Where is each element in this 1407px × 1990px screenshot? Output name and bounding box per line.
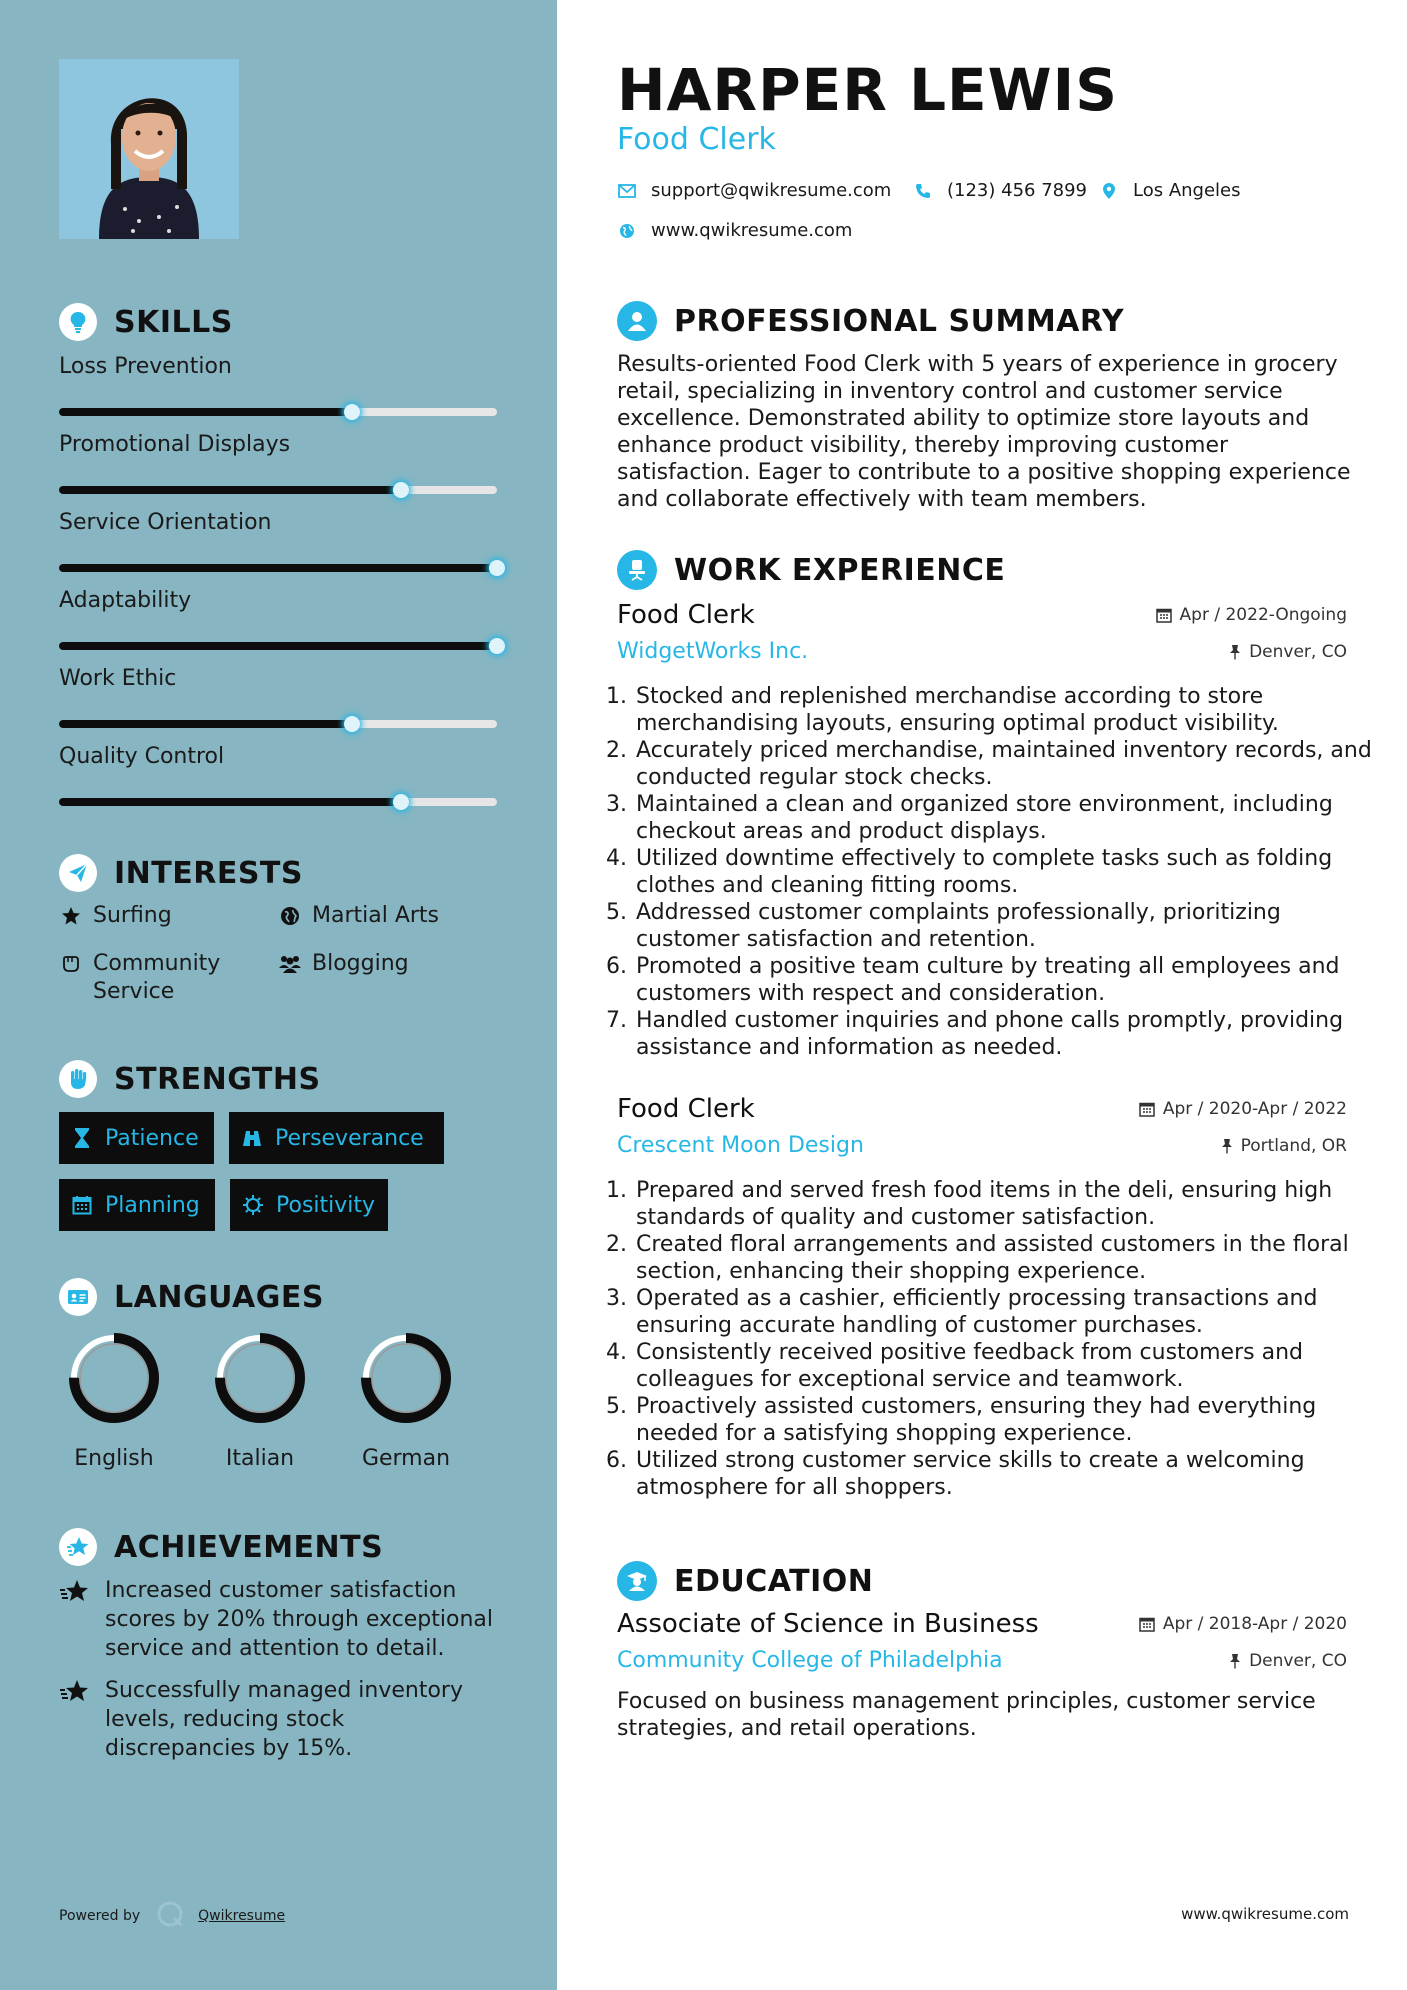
strength-chip xyxy=(59,1179,215,1231)
contact-website[interactable] xyxy=(617,220,852,241)
education-description: Focused on business management principles, customer service strategies, and retail operations. xyxy=(617,1689,1316,1741)
job-role: Food Clerk xyxy=(617,600,755,630)
education-degree: Associate of Science in Business xyxy=(617,1609,1039,1639)
summary-heading xyxy=(617,300,1124,342)
job-location xyxy=(1229,642,1347,662)
skills-title: SKILLS xyxy=(114,304,233,340)
pin-icon xyxy=(1221,1138,1233,1154)
language-ring-inner xyxy=(226,1344,294,1412)
sidebar xyxy=(0,0,557,1990)
language-item xyxy=(346,1328,466,1471)
skill-label: Quality Control xyxy=(59,744,225,769)
duty-item: 3. Maintained a clean and organized store environment, including checkout areas and product displays. xyxy=(634,791,1374,845)
interest-label: Community Service xyxy=(93,951,221,1004)
job-dates-text: Apr / 2020-Apr / 2022 xyxy=(1162,1099,1347,1119)
language-item xyxy=(200,1328,320,1471)
job-duties xyxy=(610,683,1374,1061)
job-header xyxy=(617,1094,1347,1124)
job-subheader xyxy=(617,1133,1347,1158)
skill-item xyxy=(59,664,499,728)
calendar-icon xyxy=(1139,1101,1155,1117)
skills-heading xyxy=(59,302,233,342)
job-location xyxy=(1221,1136,1347,1156)
users-icon xyxy=(278,950,302,978)
powered-by-label: Powered by xyxy=(59,1908,141,1924)
main-content xyxy=(557,0,1407,1990)
summary-text: Results-oriented Food Clerk with 5 years of experience in grocery retail, specializing in inventory control and customer service excellence. Demonstrated ability to optimize store layouts and enhance product visibility, thereby improving customer satisfaction. Eager to contribute to a positive shopping experience and collaborate effectively with team members. xyxy=(617,352,1351,512)
duty-item: 2. Accurately priced merchandise, maintained inventory records, and conducted regular stock checks. xyxy=(634,737,1374,791)
strength-label: Patience xyxy=(105,1125,199,1151)
candidate-title: Food Clerk xyxy=(617,122,776,157)
skill-level-knob xyxy=(344,716,360,732)
award-star-icon xyxy=(59,1528,97,1566)
duty-item: 2. Created floral arrangements and assisted customers in the floral section, enhancing their shopping experience. xyxy=(634,1231,1374,1285)
contact-phone[interactable] xyxy=(913,180,1087,201)
education-location xyxy=(1229,1651,1347,1671)
languages-heading xyxy=(59,1277,324,1317)
skill-level-bar xyxy=(59,486,497,494)
skill-level-bar xyxy=(59,798,497,806)
education-subheader xyxy=(617,1648,1347,1673)
skill-item xyxy=(59,586,499,650)
contact-location xyxy=(1099,180,1241,201)
language-level-ring xyxy=(210,1328,310,1428)
skill-level-bar xyxy=(59,408,497,416)
pin-icon xyxy=(1229,644,1241,660)
globe-icon xyxy=(278,902,302,930)
language-label: Italian xyxy=(225,1446,295,1471)
duty-item: 5. Proactively assisted customers, ensuring they had everything needed for a satisfying shopping experience. xyxy=(634,1393,1374,1447)
language-ring-inner xyxy=(372,1344,440,1412)
star-icon xyxy=(59,902,83,930)
candidate-name: HARPER LEWIS xyxy=(617,56,1118,124)
skill-level-knob xyxy=(393,482,409,498)
duty-item: 1. Stocked and replenished merchandise according to store merchandising layouts, ensuring optimal product visibility. xyxy=(634,683,1374,737)
award-star-icon xyxy=(59,1676,93,1763)
award-star-icon xyxy=(59,1576,93,1663)
language-level-ring xyxy=(64,1328,164,1428)
profile-photo xyxy=(59,59,239,239)
skill-level-fill xyxy=(59,486,401,494)
duty-item: 7. Handled customer inquiries and phone calls promptly, providing assistance and information as needed. xyxy=(634,1007,1374,1061)
strengths-title: STRENGTHS xyxy=(114,1061,321,1097)
language-label: English xyxy=(74,1446,154,1471)
interest-label: Surfing xyxy=(93,903,172,928)
skill-label: Service Orientation xyxy=(59,510,272,535)
hourglass-icon xyxy=(71,1127,93,1149)
globe-icon xyxy=(617,221,637,241)
strength-chip xyxy=(230,1179,388,1231)
summary-title: PROFESSIONAL SUMMARY xyxy=(674,303,1125,339)
powered-by xyxy=(59,1900,285,1932)
qwikresume-logo-icon xyxy=(156,1900,184,1932)
map-pin-icon xyxy=(1099,181,1119,201)
strength-chip xyxy=(229,1112,444,1164)
education-header xyxy=(617,1609,1347,1639)
skill-item xyxy=(59,508,499,572)
duty-item: 1. Prepared and served fresh food items in the deli, ensuring high standards of quality and customer satisfaction. xyxy=(634,1177,1374,1231)
lightbulb-icon xyxy=(59,303,97,341)
duty-item: 4. Utilized downtime effectively to complete tasks such as folding clothes and cleaning fitting rooms. xyxy=(634,845,1374,899)
achievement-item xyxy=(59,1676,499,1763)
language-item xyxy=(54,1328,174,1471)
skill-level-knob xyxy=(489,560,505,576)
skill-label: Adaptability xyxy=(59,588,192,613)
calendar-icon xyxy=(1139,1616,1155,1632)
achievement-item xyxy=(59,1576,499,1663)
job-subheader xyxy=(617,639,1347,664)
phone-text: (123) 456 7899 xyxy=(947,180,1088,201)
achievements-heading xyxy=(59,1527,383,1567)
office-chair-icon xyxy=(617,550,657,590)
job-location-text: Portland, OR xyxy=(1240,1135,1347,1156)
email-text: support@qwikresume.com xyxy=(651,180,892,201)
education-school: Community College of Philadelphia xyxy=(617,1648,1003,1673)
job-company: WidgetWorks Inc. xyxy=(617,639,809,664)
strength-label: Planning xyxy=(105,1192,200,1218)
skill-level-fill xyxy=(59,798,401,806)
language-ring-inner xyxy=(80,1344,148,1412)
job-duties xyxy=(610,1177,1374,1501)
calendar-icon xyxy=(71,1194,93,1216)
job-dates xyxy=(1156,605,1347,625)
skill-level-knob xyxy=(489,638,505,654)
job-dates-text: Apr / 2022-Ongoing xyxy=(1179,605,1347,625)
job-header xyxy=(617,600,1347,630)
skill-item xyxy=(59,742,499,806)
graduate-icon xyxy=(617,1561,657,1601)
duty-item: 6. Utilized strong customer service skills to create a welcoming atmosphere for all shoppers. xyxy=(634,1447,1374,1501)
skill-label: Promotional Displays xyxy=(59,432,291,457)
contact-email[interactable] xyxy=(617,180,891,201)
achievement-text: Successfully managed inventory levels, reducing stock discrepancies by 15%. xyxy=(105,1678,463,1761)
job-dates xyxy=(1139,1099,1347,1119)
qwikresume-link[interactable]: Qwikresume xyxy=(198,1908,286,1924)
interests-heading xyxy=(59,853,303,893)
strengths-heading xyxy=(59,1059,321,1099)
interest-item xyxy=(59,950,253,1006)
skill-item xyxy=(59,352,499,416)
duty-item: 4. Consistently received positive feedback from customers and colleagues for exceptional service and teamwork. xyxy=(634,1339,1374,1393)
fist-icon xyxy=(59,1060,97,1098)
binoculars-icon xyxy=(241,1127,263,1149)
experience-title: WORK EXPERIENCE xyxy=(674,552,1006,588)
duty-item: 6. Promoted a positive team culture by treating all employees and customers with respect and consideration. xyxy=(634,953,1374,1007)
achievement-text: Increased customer satisfaction scores by 20% through exceptional service and attention to detail. xyxy=(105,1578,493,1661)
phone-icon xyxy=(913,181,933,201)
paper-plane-icon xyxy=(59,854,97,892)
education-location-text: Denver, CO xyxy=(1249,1650,1347,1671)
skill-level-bar xyxy=(59,642,497,650)
interests-title: INTERESTS xyxy=(114,855,303,891)
skill-label: Work Ethic xyxy=(59,666,177,691)
skill-level-fill xyxy=(59,720,352,728)
interest-item xyxy=(278,950,409,978)
id-card-icon xyxy=(59,1278,97,1316)
skill-level-fill xyxy=(59,564,497,572)
footer-website[interactable]: www.qwikresume.com xyxy=(1181,1905,1349,1923)
skill-item xyxy=(59,430,499,494)
education-title: EDUCATION xyxy=(674,1563,874,1599)
job-company: Crescent Moon Design xyxy=(617,1133,864,1158)
skill-level-bar xyxy=(59,720,497,728)
duty-item: 5. Addressed customer complaints professionally, prioritizing customer satisfaction and retention. xyxy=(634,899,1374,953)
education-dates-text: Apr / 2018-Apr / 2020 xyxy=(1162,1614,1347,1634)
language-label: German xyxy=(361,1446,451,1471)
interest-item xyxy=(278,902,439,930)
strength-chip xyxy=(59,1112,214,1164)
skill-level-knob xyxy=(393,794,409,810)
website-text: www.qwikresume.com xyxy=(651,220,853,241)
strength-label: Perseverance xyxy=(275,1125,424,1151)
achievements-title: ACHIEVEMENTS xyxy=(114,1529,384,1565)
job-role: Food Clerk xyxy=(617,1094,755,1124)
interest-label: Blogging xyxy=(312,951,409,976)
skill-level-knob xyxy=(344,404,360,420)
education-heading xyxy=(617,1560,873,1602)
skill-label: Loss Prevention xyxy=(59,354,232,379)
interest-item xyxy=(59,902,172,930)
skill-level-bar xyxy=(59,564,497,572)
languages-title: LANGUAGES xyxy=(114,1279,324,1315)
job-location-text: Denver, CO xyxy=(1249,641,1347,662)
calendar-icon xyxy=(1156,607,1172,623)
strength-label: Positivity xyxy=(276,1192,376,1218)
interest-label: Martial Arts xyxy=(312,903,440,928)
sun-icon xyxy=(242,1194,264,1216)
envelope-icon xyxy=(617,181,637,201)
skill-level-fill xyxy=(59,408,352,416)
user-icon xyxy=(617,301,657,341)
education-dates xyxy=(1139,1614,1347,1634)
language-level-ring xyxy=(356,1328,456,1428)
location-text: Los Angeles xyxy=(1133,180,1241,201)
hand-icon xyxy=(59,950,83,978)
duty-item: 3. Operated as a cashier, efficiently processing transactions and ensuring accurate handling of customer purchases. xyxy=(634,1285,1374,1339)
experience-heading xyxy=(617,549,1005,591)
pin-icon xyxy=(1229,1653,1241,1669)
skill-level-fill xyxy=(59,642,497,650)
